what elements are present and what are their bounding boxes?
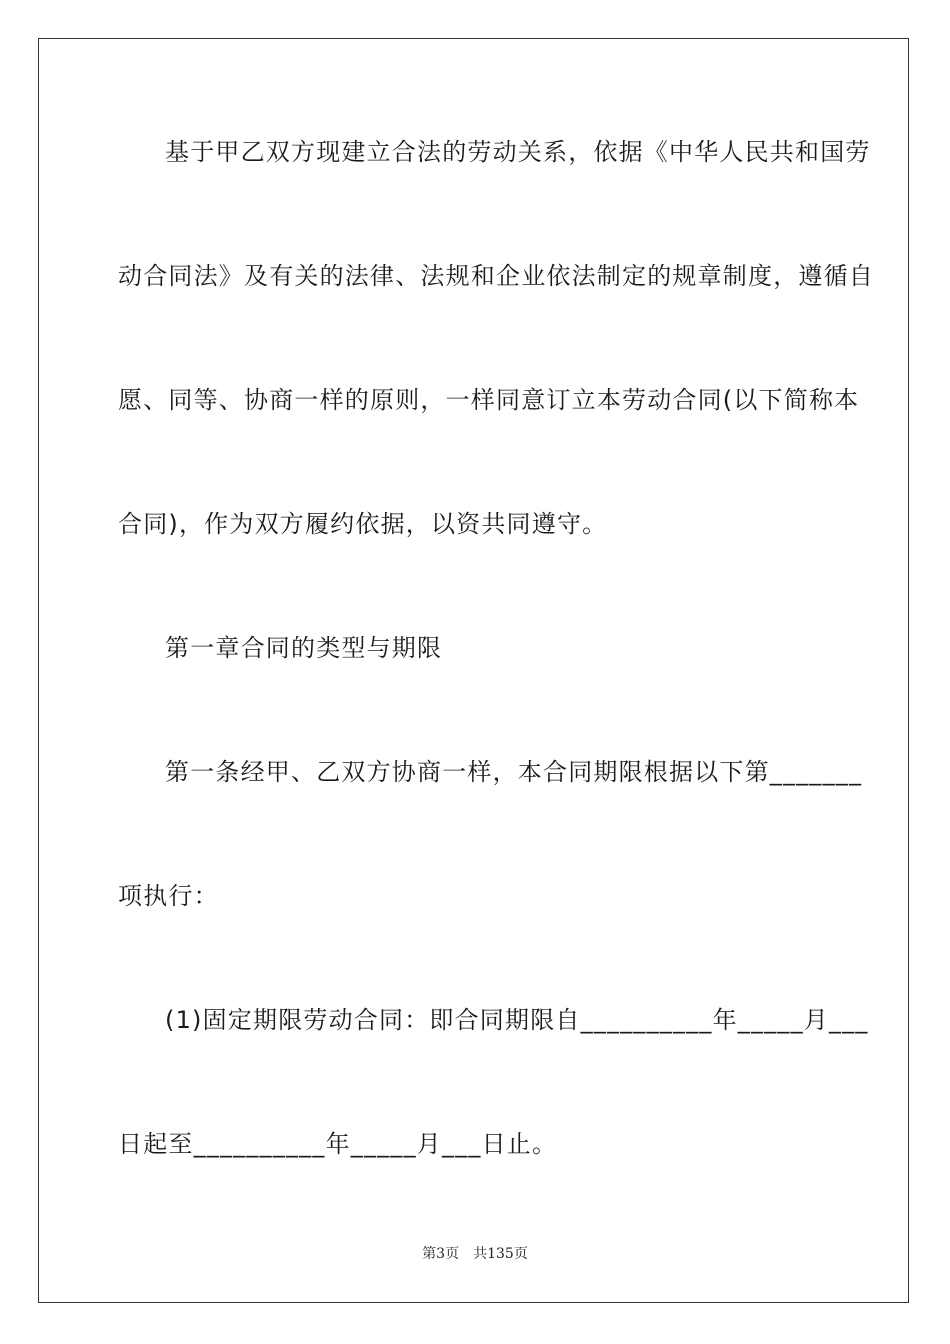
article-line-1: 第一条经甲、乙双方协商一样，本合同期限根据以下第_______ [165, 758, 863, 786]
paragraph-line-3: 愿、同等、协商一样的原则，一样同意订立本劳动合同(以下简称本 [118, 386, 860, 414]
page-border [38, 38, 909, 1303]
paragraph-line-2: 动合同法》及有关的法律、法规和企业依法制定的规章制度，遵循自 [118, 262, 874, 290]
chapter-heading: 第一章合同的类型与期限 [165, 634, 443, 662]
page-footer [0, 1244, 950, 1264]
clause-line-2: 日起至__________年_____月___日止。 [118, 1130, 558, 1158]
page-number: 第3页 [422, 1246, 460, 1262]
article-line-2: 项执行： [118, 882, 219, 910]
total-pages: 共135页 [473, 1246, 528, 1262]
paragraph-line-4: 合同)，作为双方履约依据，以资共同遵守。 [118, 510, 608, 538]
clause-line-1: (1)固定期限劳动合同：即合同期限自__________年_____月___ [165, 1006, 869, 1034]
paragraph-line-1: 基于甲乙双方现建立合法的劳动关系，依据《中华人民共和国劳 [165, 138, 871, 166]
